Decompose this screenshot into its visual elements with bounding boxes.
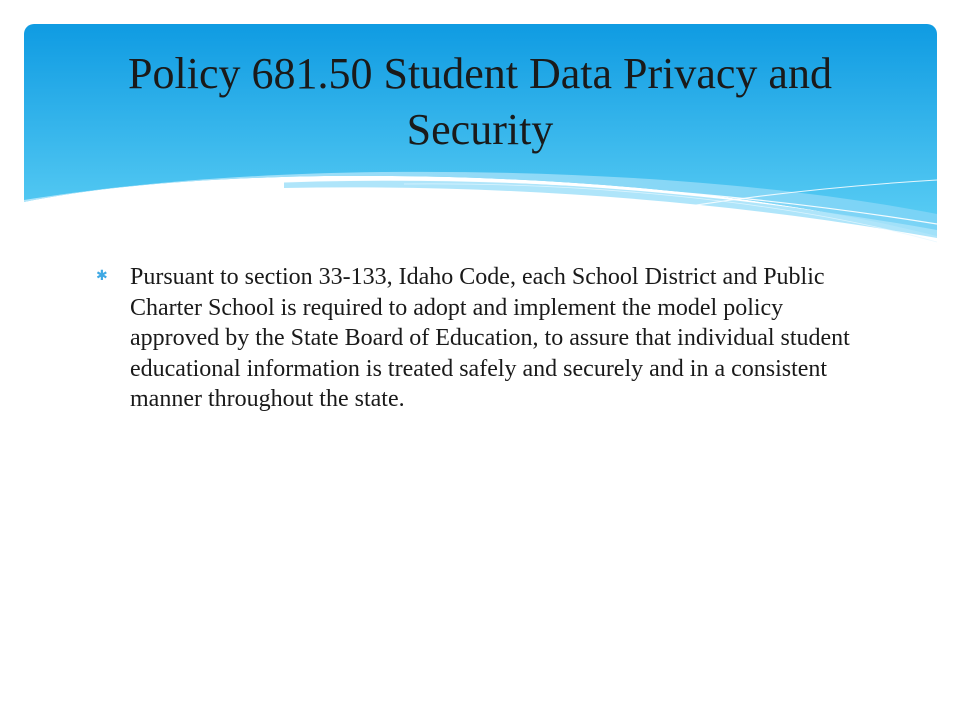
asterisk-bullet-icon: ✱ [96,268,108,284]
content-area [96,262,856,415]
bullet-text: Pursuant to section 33-133, Idaho Code, each School District and Public Charter School is required to adopt and implement the model policy approved by the State Board of Education, to assure that individual student educational information is treated safely and securely and in a consistent manner throughout the state. [130,264,850,412]
slide-title: Policy 681.50 Student Data Privacy and Security [128,49,832,154]
bullet-item [96,262,856,415]
